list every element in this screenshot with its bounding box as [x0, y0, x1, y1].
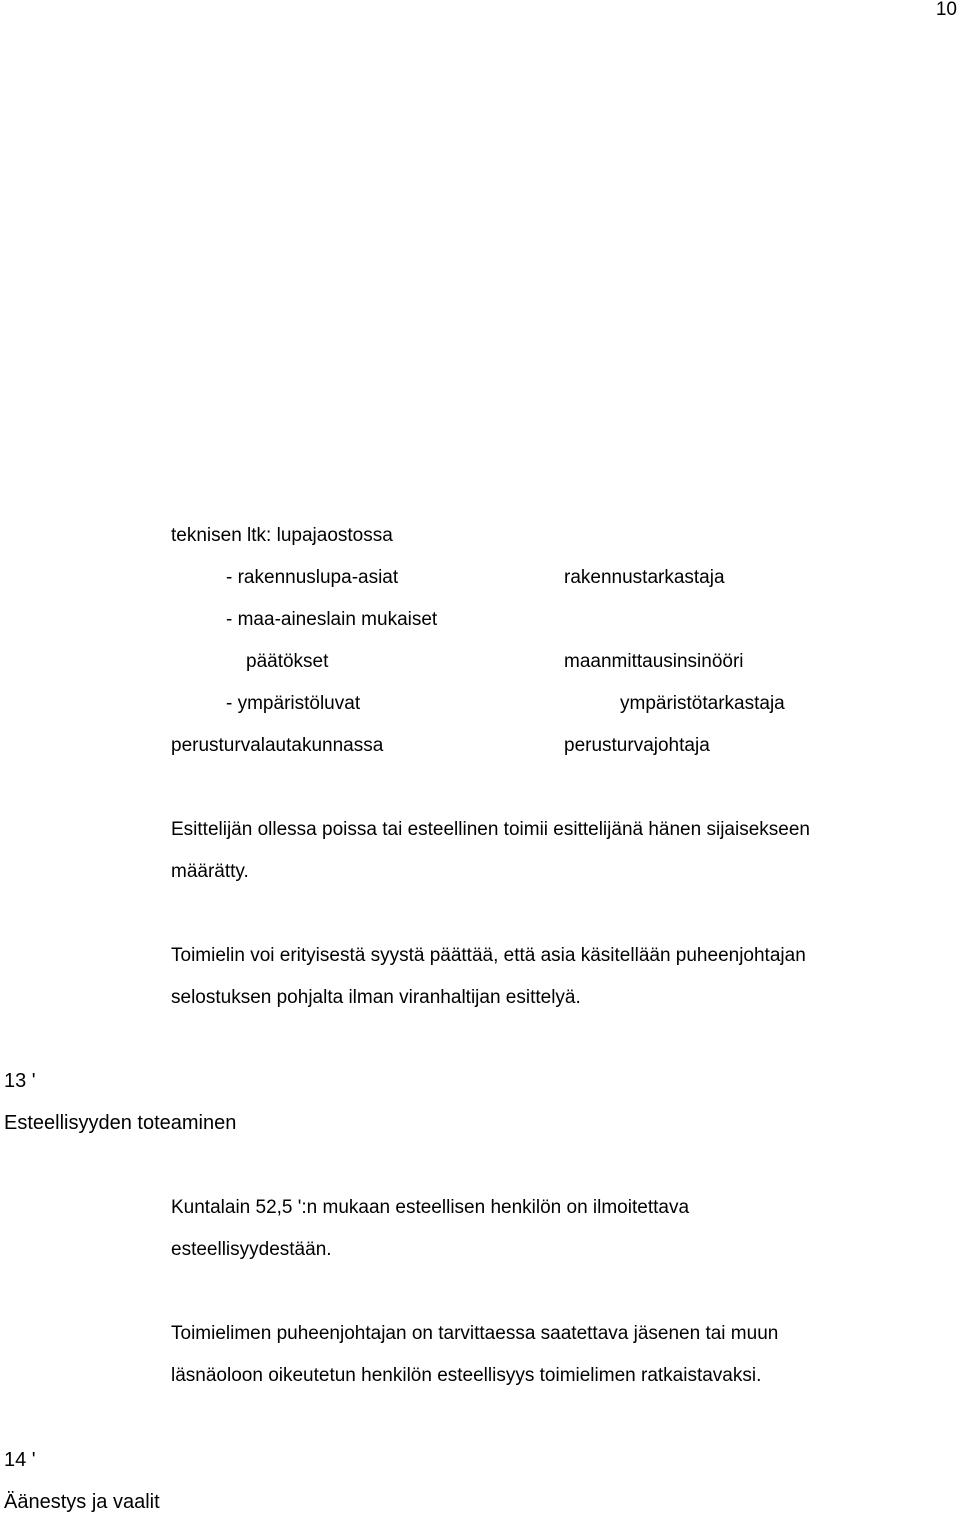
- paragraph-line: Toimielimen puheenjohtajan on tarvittaessa saatettava jäsenen tai muun: [171, 1323, 779, 1344]
- delegation-matter: - rakennuslupa-asiat: [226, 567, 399, 588]
- paragraph-line: Toimielin voi erityisestä syystä päättää, että asia käsitellään puheenjohtajan: [171, 945, 806, 966]
- paragraph-line: Esittelijän ollessa poissa tai esteellinen toimii esittelijänä hänen sijaisekseen: [171, 819, 810, 840]
- section-title: Äänestys ja vaalit: [4, 1491, 160, 1513]
- delegation-official: ympäristötarkastaja: [620, 693, 785, 714]
- delegation-official: rakennustarkastaja: [564, 567, 725, 588]
- paragraph-line: esteellisyydestään.: [171, 1239, 332, 1260]
- section-number: 13 ': [4, 1070, 36, 1092]
- delegation-official: maanmittausinsinööri: [564, 651, 744, 672]
- paragraph-line: selostuksen pohjalta ilman viranhaltijan esittelyä.: [171, 987, 581, 1008]
- section-title: Esteellisyyden toteaminen: [4, 1112, 237, 1134]
- paragraph-line: määrätty.: [171, 861, 249, 882]
- delegation-intro: teknisen ltk: lupajaostossa: [171, 525, 393, 546]
- delegation-matter: - ympäristöluvat: [226, 693, 361, 714]
- section-number: 14 ': [4, 1449, 36, 1471]
- delegation-official: perusturvajohtaja: [564, 735, 710, 756]
- paragraph-line: läsnäoloon oikeutetun henkilön esteellisyys toimielimen ratkaistavaksi.: [171, 1365, 762, 1386]
- delegation-matter: - maa-aineslain mukaiset: [226, 609, 438, 630]
- delegation-matter: päätökset: [246, 651, 329, 672]
- delegation-matter: perusturvalautakunnassa: [171, 735, 384, 756]
- paragraph-line: Kuntalain 52,5 ':n mukaan esteellisen henkilön on ilmoitettava: [171, 1197, 690, 1218]
- page-number: 10: [935, 0, 957, 20]
